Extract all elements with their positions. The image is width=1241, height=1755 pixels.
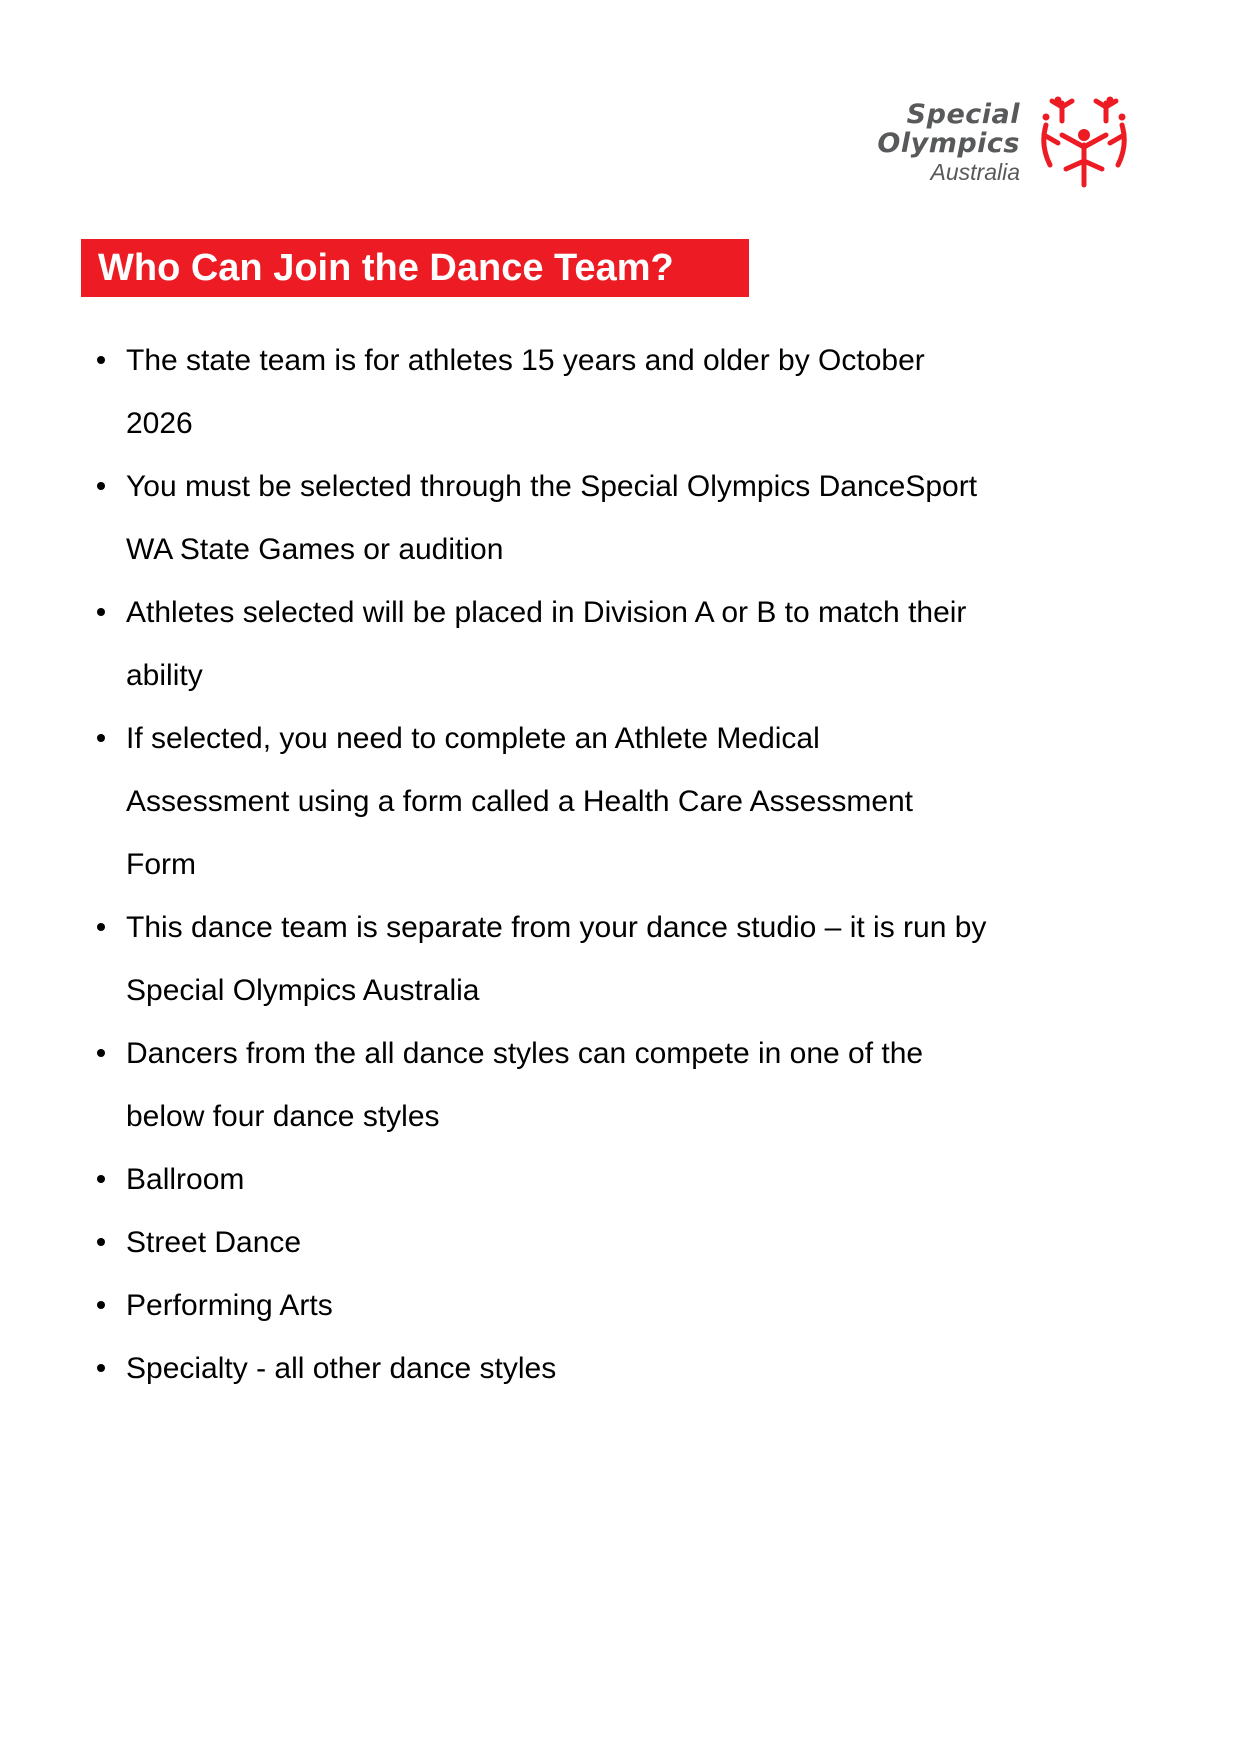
list-item-text: This dance team is separate from your dance studio – it is run by — [126, 911, 987, 944]
list-item — [0, 1148, 986, 1211]
list-item-text: Specialty - all other dance styles — [126, 1352, 557, 1385]
bullet-icon — [97, 734, 105, 742]
bullet-icon — [97, 356, 105, 364]
logo-text-olympics: Olympics — [877, 128, 1020, 159]
list-item — [0, 329, 986, 455]
list-item — [0, 1022, 986, 1148]
list-item — [0, 707, 986, 896]
list-item — [0, 581, 986, 707]
list-item-text: Dancers from the all dance styles can compete in one of the — [126, 1037, 924, 1070]
logo-text-special: Special — [906, 99, 1020, 130]
list-item-text: Assessment using a form called a Health Care Assessment — [126, 785, 914, 818]
list-item-text: 2026 — [126, 407, 193, 440]
bullet-icon — [97, 608, 105, 616]
list-item-text: WA State Games or audition — [126, 533, 504, 566]
list-item-text: Ballroom — [126, 1163, 245, 1196]
logo-wordmark — [877, 101, 1020, 184]
list-item-text: If selected, you need to complete an Athlete Medical — [126, 722, 820, 755]
list-item-text: below four dance styles — [126, 1100, 440, 1133]
list-item-text: You must be selected through the Special Olympics DanceSport — [126, 470, 978, 503]
list-item — [0, 896, 986, 1022]
bullet-icon — [97, 1301, 105, 1309]
bullet-icon — [97, 1238, 105, 1246]
list-item — [0, 1337, 986, 1400]
list-item — [0, 1211, 986, 1274]
heading-title: Who Can Join the Dance Team? — [98, 247, 674, 289]
list-item-text: Athletes selected will be placed in Division A or B to match their — [126, 596, 967, 629]
section-heading — [81, 239, 749, 297]
list-item-text: ability — [126, 659, 203, 692]
bullet-icon — [97, 1364, 105, 1372]
bullet-icon — [97, 1049, 105, 1057]
list-item — [0, 1274, 986, 1337]
list-item-text: Form — [126, 848, 196, 881]
special-olympics-emblem-icon — [1038, 95, 1130, 190]
list-item-text: The state team is for athletes 15 years and older by October — [126, 344, 925, 377]
bullet-icon — [97, 1175, 105, 1183]
logo-text-australia: Australia — [930, 159, 1020, 185]
list-item-text: Special Olympics Australia — [126, 974, 480, 1007]
list-item — [0, 455, 986, 581]
bullet-icon — [97, 923, 105, 931]
list-item-text: Performing Arts — [126, 1289, 333, 1322]
special-olympics-australia-logo — [860, 95, 1130, 195]
eligibility-list — [0, 329, 986, 1400]
bullet-icon — [97, 482, 105, 490]
list-item-text: Street Dance — [126, 1226, 302, 1259]
